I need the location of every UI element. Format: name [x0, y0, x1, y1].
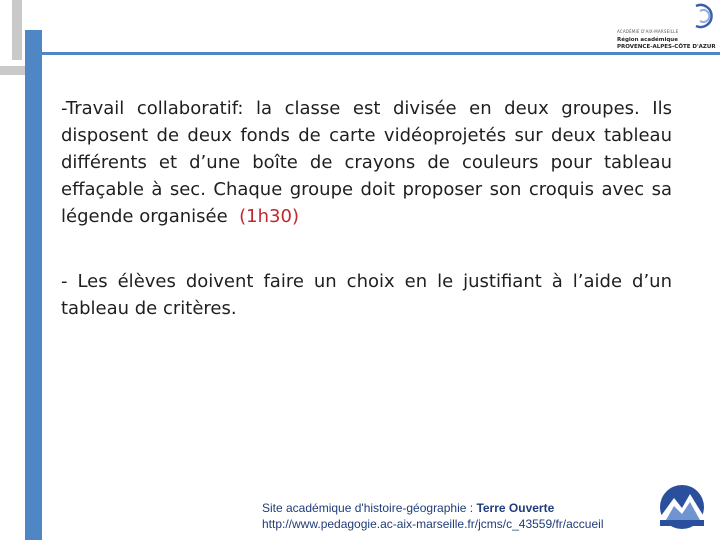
decor-line-blue-horizontal: [25, 52, 720, 55]
footer-site-prefix: Site académique d'histoire-géographie :: [262, 501, 477, 515]
paragraph-1-text: -Travail collaboratif: la classe est divisée en deux groupes. Ils disposent de deux fonds de carte vidéoprojetés sur deux tableau différents et d’une boîte de crayons de couleurs pour tableau effaçable à sec. Chaque groupe doit proposer son croquis avec sa légende organisée: [61, 98, 672, 227]
logo-region-label: Région académique: [617, 37, 678, 43]
footer-credits: [262, 500, 603, 532]
mountain-logo-icon: [652, 484, 712, 530]
decor-bar-gray-vertical: [12, 0, 22, 60]
logo-small-caption: ACADÉMIE D'AIX-MARSEILLE: [617, 29, 679, 34]
duration-highlight: (1h30): [239, 206, 299, 227]
instruction-paragraph-1: [61, 95, 672, 230]
logo-academy-label: PROVENCE-ALPES-CÔTE D'AZUR: [617, 44, 716, 50]
footer-site-line: [262, 500, 603, 516]
footer-url[interactable]: http://www.pedagogie.ac-aix-marseille.fr/jcms/c_43559/fr/accueil: [262, 517, 604, 531]
academy-logo-icon: [690, 2, 716, 30]
academy-logo: [612, 2, 718, 52]
footer-site-name: Terre Ouverte: [476, 501, 555, 515]
instruction-paragraph-2: - Les élèves doivent faire un choix en le justifiant à l’aide d’un tableau de critères.: [61, 271, 672, 319]
decor-bar-blue-vertical: [25, 30, 42, 540]
